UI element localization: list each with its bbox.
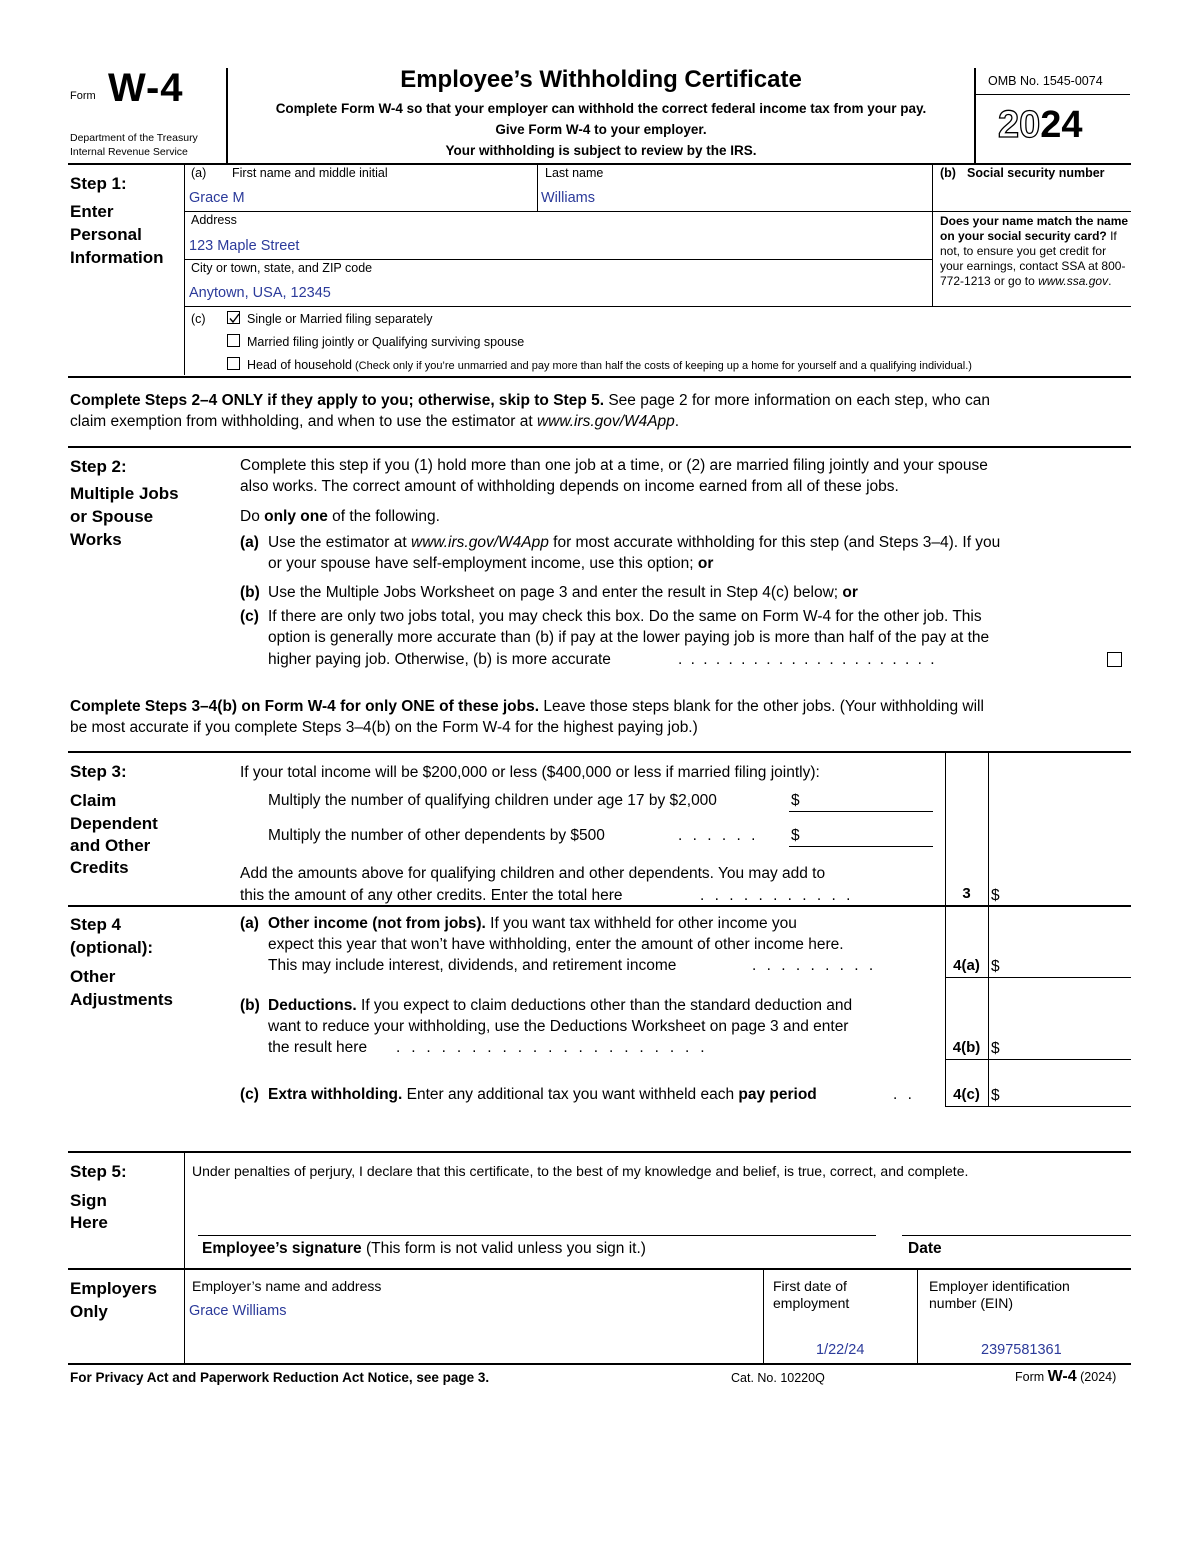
w4app-link-2[interactable]: www.irs.gov/W4App: [411, 534, 549, 551]
step3-add-dots: . . . . . . . . . . .: [700, 887, 854, 904]
other-dependents-amount-field[interactable]: [805, 825, 931, 845]
step4-c-marker: (c): [240, 1086, 259, 1103]
step4-b-dots: . . . . . . . . . . . . . . . . . . . . .: [396, 1039, 708, 1056]
ssn-marker: (b): [940, 166, 956, 180]
head-of-household-label: Head of household (Check only if you’re unmarried and pay more than half the costs of keeping up a home for yourself and a qualifying individual.): [247, 358, 972, 372]
line-4b-number: 4(b): [952, 1039, 981, 1056]
children-amount-field[interactable]: [805, 790, 931, 810]
other-dependents-label: Multiply the number of other dependents by $500: [268, 827, 605, 844]
step5-heading-1: Sign: [70, 1191, 107, 1210]
step1-heading-1: Enter: [70, 202, 114, 221]
married-jointly-checkbox[interactable]: [227, 334, 240, 347]
ssn-field[interactable]: [934, 180, 1130, 210]
line-4c-dollar: $: [991, 1087, 1000, 1104]
step2-heading-1: Multiple Jobs: [70, 484, 179, 503]
other-dependents-dots: . . . . . .: [678, 827, 759, 844]
w4app-link[interactable]: www.irs.gov/W4App: [536, 413, 675, 430]
employer-name-label: Employer’s name and address: [192, 1278, 382, 1294]
department: Department of the Treasury: [70, 132, 198, 144]
step2-b-line: Use the Multiple Jobs Worksheet on page 3 and enter the result in Step 4(c) below; or: [268, 584, 858, 601]
line-3-dollar: $: [991, 887, 1000, 904]
step1-heading-2: Personal: [70, 225, 142, 244]
irs-name: Internal Revenue Service: [70, 146, 188, 158]
step4-c-line: Extra withholding. Enter any additional tax you want withheld each pay period: [268, 1086, 817, 1103]
first-date-label-2: employment: [773, 1295, 850, 1311]
other-dependents-dollar: $: [791, 827, 800, 844]
step1-label: Step 1:: [70, 174, 127, 193]
ein-label-1: Employer identification: [929, 1278, 1070, 1294]
employer-name-field[interactable]: Grace Williams: [189, 1303, 287, 1319]
employee-signature-field[interactable]: [198, 1200, 876, 1234]
form-prefix: Form: [70, 90, 96, 102]
step3-heading-4: Credits: [70, 858, 129, 877]
single-label: Single or Married filing separately: [247, 312, 433, 326]
tax-year-bold: 24: [1040, 104, 1083, 146]
step2-c-line-3: higher paying job. Otherwise, (b) is more accurate: [268, 651, 611, 668]
head-of-household-checkbox[interactable]: [227, 357, 240, 370]
last-name-label: Last name: [545, 166, 604, 180]
step3-label: Step 3:: [70, 762, 127, 781]
step4-label: Step 4: [70, 915, 122, 934]
step2-heading-3: Works: [70, 530, 122, 549]
employers-heading-2: Only: [70, 1302, 108, 1321]
step4-a-dots: . . . . . . . . .: [752, 957, 877, 974]
two-jobs-checkbox[interactable]: [1107, 652, 1122, 667]
line-4c-number: 4(c): [953, 1086, 980, 1103]
address-field[interactable]: 123 Maple Street: [189, 238, 300, 254]
employers-heading-1: Employers: [70, 1279, 157, 1298]
form-name: W-4: [108, 66, 184, 110]
ein-label-2: number (EIN): [929, 1295, 1014, 1311]
step4-a-marker: (a): [240, 915, 259, 932]
step4-c-dots: . .: [893, 1086, 915, 1103]
line-4a-amount-field[interactable]: [1003, 955, 1129, 975]
step4-b-marker: (b): [240, 997, 260, 1014]
perjury-statement: Under penalties of perjury, I declare that this certificate, to the best of my knowledge and belief, is true, correct, and complete.: [192, 1163, 969, 1179]
step2-do-only-one: Do only one of the following.: [240, 508, 440, 525]
step2-c-line-1: If there are only two jobs total, you may check this box. Do the same on Form W-4 for the other job. This: [268, 608, 982, 625]
single-checkbox[interactable]: [227, 311, 240, 324]
date-label: Date: [908, 1240, 942, 1257]
children-dollar: $: [791, 792, 800, 809]
instructions-line-1: Complete Steps 2–4 ONLY if they apply to you; otherwise, skip to Step 5. See page 2 for more information on each step, who can: [70, 392, 991, 409]
married-jointly-label: Married filing jointly or Qualifying surviving spouse: [247, 335, 525, 349]
form-title: Employee’s Withholding Certificate: [400, 66, 802, 93]
tax-year-light: 20: [998, 104, 1041, 146]
step4-b-line-1: Deductions. If you expect to claim deductions other than the standard deduction and: [268, 997, 853, 1014]
instructions-line-2: claim exemption from withholding, and when to use the estimator at www.irs.gov/W4App.: [70, 413, 680, 430]
step5-label: Step 5:: [70, 1162, 127, 1181]
step3-add-line-2: this the amount of any other credits. Enter the total here: [240, 887, 623, 904]
tax-year: [998, 104, 1083, 147]
step2-a-line-2: or your spouse have self-employment income, use this option; or: [268, 555, 714, 572]
form-subtitle-2: Give Form W-4 to your employer.: [495, 122, 707, 137]
signature-date-field[interactable]: [902, 1200, 1130, 1234]
form-subtitle-3: Your withholding is subject to review by the IRS.: [445, 143, 757, 158]
step2-a-line-1: Use the estimator at www.irs.gov/W4App for most accurate withholding for this step (and Steps 3–4). If you: [268, 534, 1001, 551]
step4-label-2: (optional):: [70, 938, 154, 957]
children-label: Multiply the number of qualifying children under age 17 by $2,000: [268, 792, 717, 809]
city-label: City or town, state, and ZIP code: [191, 261, 373, 275]
step2-heading-2: or Spouse: [70, 507, 154, 526]
step4-a-line-1: Other income (not from jobs). If you want tax withheld for other income you: [268, 915, 797, 932]
ssn-label: Social security number: [967, 166, 1105, 180]
step2-c-dots: . . . . . . . . . . . . . . . . . . . . .: [678, 651, 937, 668]
ssn-match-note: Does your name match the name on your social security card? If not, to ensure you get credit for your earnings, contact SSA at 800-772-1213 or go to www.ssa.gov.: [940, 214, 1129, 288]
line-4a-number: 4(a): [953, 957, 980, 974]
filing-status-marker: (c): [191, 312, 206, 326]
step2-label: Step 2:: [70, 457, 127, 476]
step3-intro: If your total income will be $200,000 or less ($400,000 or less if married filing jointly):: [240, 764, 820, 781]
footer-form-id: Form W-4 (2024): [1015, 1368, 1117, 1385]
instructions2-line-1: Complete Steps 3–4(b) on Form W-4 for only ONE of these jobs. Leave those steps blank for the other jobs. (Your withholding will: [70, 698, 984, 715]
omb-number: OMB No. 1545-0074: [988, 74, 1103, 88]
step4-heading-2: Adjustments: [70, 990, 173, 1009]
line-4b-dollar: $: [991, 1040, 1000, 1057]
step1-heading-3: Information: [70, 248, 164, 267]
ein-field[interactable]: 2397581361: [981, 1342, 1062, 1358]
step2-intro-2: also works. The correct amount of withholding depends on income earned from all of these jobs.: [240, 478, 899, 495]
line-3-number: 3: [962, 885, 971, 902]
first-name-label: First name and middle initial: [232, 166, 388, 180]
step4-a-line-3: This may include interest, dividends, and retirement income: [268, 957, 677, 974]
step5-heading-2: Here: [70, 1213, 108, 1232]
address-label: Address: [191, 213, 237, 227]
last-name-field[interactable]: Williams: [541, 190, 595, 206]
catalog-number: Cat. No. 10220Q: [731, 1371, 825, 1385]
step3-heading-3: and Other: [70, 836, 151, 855]
first-name-marker: (a): [191, 166, 207, 180]
privacy-notice: For Privacy Act and Paperwork Reduction Act Notice, see page 3.: [70, 1370, 490, 1385]
first-date-field[interactable]: 1/22/24: [816, 1342, 865, 1358]
line-4a-dollar: $: [991, 958, 1000, 975]
step2-b-marker: (b): [240, 584, 260, 601]
step4-heading-1: Other: [70, 967, 116, 986]
first-name-field[interactable]: Grace M: [189, 190, 245, 206]
line-3-amount-field[interactable]: [1003, 884, 1129, 904]
step4-b-line-2: want to reduce your withholding, use the Deductions Worksheet on page 3 and enter: [268, 1018, 849, 1035]
ssa-link[interactable]: www.ssa.gov: [1038, 274, 1109, 288]
city-field[interactable]: Anytown, USA, 12345: [189, 285, 331, 301]
step2-a-marker: (a): [240, 534, 259, 551]
checkmark-icon: [228, 312, 241, 325]
signature-label: Employee’s signature (This form is not valid unless you sign it.): [202, 1240, 646, 1257]
line-4c-amount-field[interactable]: [1003, 1084, 1129, 1104]
step2-c-marker: (c): [240, 608, 259, 625]
step4-b-line-3: the result here: [268, 1039, 368, 1056]
step3-heading-2: Dependent: [70, 814, 158, 833]
step2-intro-1: Complete this step if you (1) hold more than one job at a time, or (2) are married filing jointly and your spouse: [240, 457, 988, 474]
step3-heading-1: Claim: [70, 791, 117, 810]
instructions2-line-2: be most accurate if you complete Steps 3–4(b) on the Form W-4 for the highest paying job.): [70, 719, 698, 736]
step2-c-line-2: option is generally more accurate than (b) if pay at the lower paying job is more than half of the pay at the: [268, 629, 990, 646]
step4-a-line-2: expect this year that won’t have withholding, enter the amount of other income here.: [268, 936, 844, 953]
line-4b-amount-field[interactable]: [1003, 1037, 1129, 1057]
step3-add-line-1: Add the amounts above for qualifying children and other dependents. You may add to: [240, 865, 826, 882]
form-subtitle-1: Complete Form W-4 so that your employer can withhold the correct federal income tax from your pay.: [275, 101, 927, 116]
first-date-label-1: First date of: [773, 1278, 847, 1294]
